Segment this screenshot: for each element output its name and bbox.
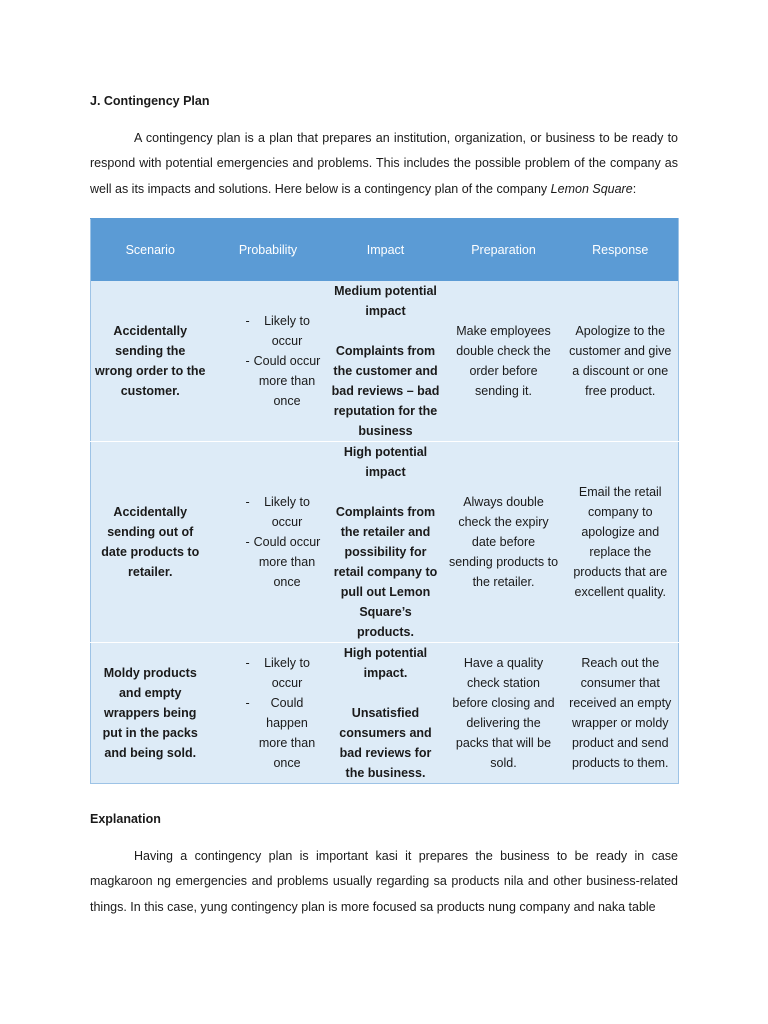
- explanation-heading: Explanation: [90, 812, 161, 826]
- cell-scenario: Accidentally sending out of date products to retailer.: [91, 442, 210, 643]
- probability-item: - Could occur more than once: [245, 535, 321, 589]
- intro-text: A contingency plan is a plan that prepares an institution, organization, or business to be ready to respond with potential emergencies and problems. This includes the possible problem of the company as well as its impacts and solutions. Here below is a contingency plan of the company: [90, 131, 678, 196]
- header-response: Response: [563, 219, 679, 282]
- probability-item: - Likely to occur: [245, 656, 310, 690]
- cell-impact: [327, 442, 445, 643]
- cell-probability: [210, 442, 327, 643]
- intro-paragraph: [90, 126, 678, 202]
- cell-probability: [210, 643, 327, 784]
- contingency-table: [90, 218, 679, 784]
- intro-colon: :: [632, 181, 637, 196]
- impact-level: High potential impact: [343, 445, 428, 479]
- cell-response: Reach out the consumer that received an empty wrapper or moldy product and send products to them.: [563, 643, 679, 784]
- probability-item: - Likely to occur: [245, 314, 310, 348]
- table-header-row: [91, 219, 679, 282]
- company-name: Lemon Square: [550, 181, 633, 196]
- table-row: [91, 643, 679, 784]
- cell-impact: [327, 643, 445, 784]
- probability-item: - Likely to occur: [245, 495, 310, 529]
- cell-response: Apologize to the customer and give a discount or one free product.: [563, 281, 679, 442]
- header-probability: Probability: [210, 219, 327, 282]
- section-heading: J. Contingency Plan: [90, 94, 210, 108]
- impact-level: Medium potential impact: [334, 284, 437, 318]
- cell-probability: [210, 281, 327, 442]
- cell-response: Email the retail company to apologize and replace the products that are excellent quality.: [563, 442, 679, 643]
- cell-scenario: Moldy products and empty wrappers being put in the packs and being sold.: [91, 643, 210, 784]
- header-scenario: Scenario: [91, 219, 210, 282]
- table-row: [91, 281, 679, 442]
- impact-detail: Complaints from the retailer and possibility for retail company to pull out Lemon Square’s products.: [333, 505, 438, 639]
- cell-scenario: Accidentally sending the wrong order to the customer.: [91, 281, 210, 442]
- table-row: [91, 442, 679, 643]
- impact-level: High potential impact.: [343, 646, 428, 680]
- cell-preparation: Have a quality check station before closing and delivering the packs that will be sold.: [445, 643, 563, 784]
- probability-item: - Could occur more than once: [245, 354, 321, 408]
- cell-preparation: Make employees double check the order before sending it.: [445, 281, 563, 442]
- explanation-paragraph: Having a contingency plan is important kasi it prepares the business to be ready in case magkaroon ng emergencies and problems usually regarding sa products nila and other business-related things. In this case, yung contingency plan is more focused sa products nung company and naka table: [90, 849, 678, 914]
- cell-impact: [327, 281, 445, 442]
- header-preparation: Preparation: [445, 219, 563, 282]
- impact-detail: Complaints from the customer and bad reviews – bad reputation for the business: [331, 344, 440, 438]
- probability-item: - Could happen more than once: [245, 696, 316, 770]
- header-impact: Impact: [327, 219, 445, 282]
- impact-detail: Unsatisfied consumers and bad reviews for the business.: [339, 706, 432, 780]
- cell-preparation: Always double check the expiry date before sending products to the retailer.: [445, 442, 563, 643]
